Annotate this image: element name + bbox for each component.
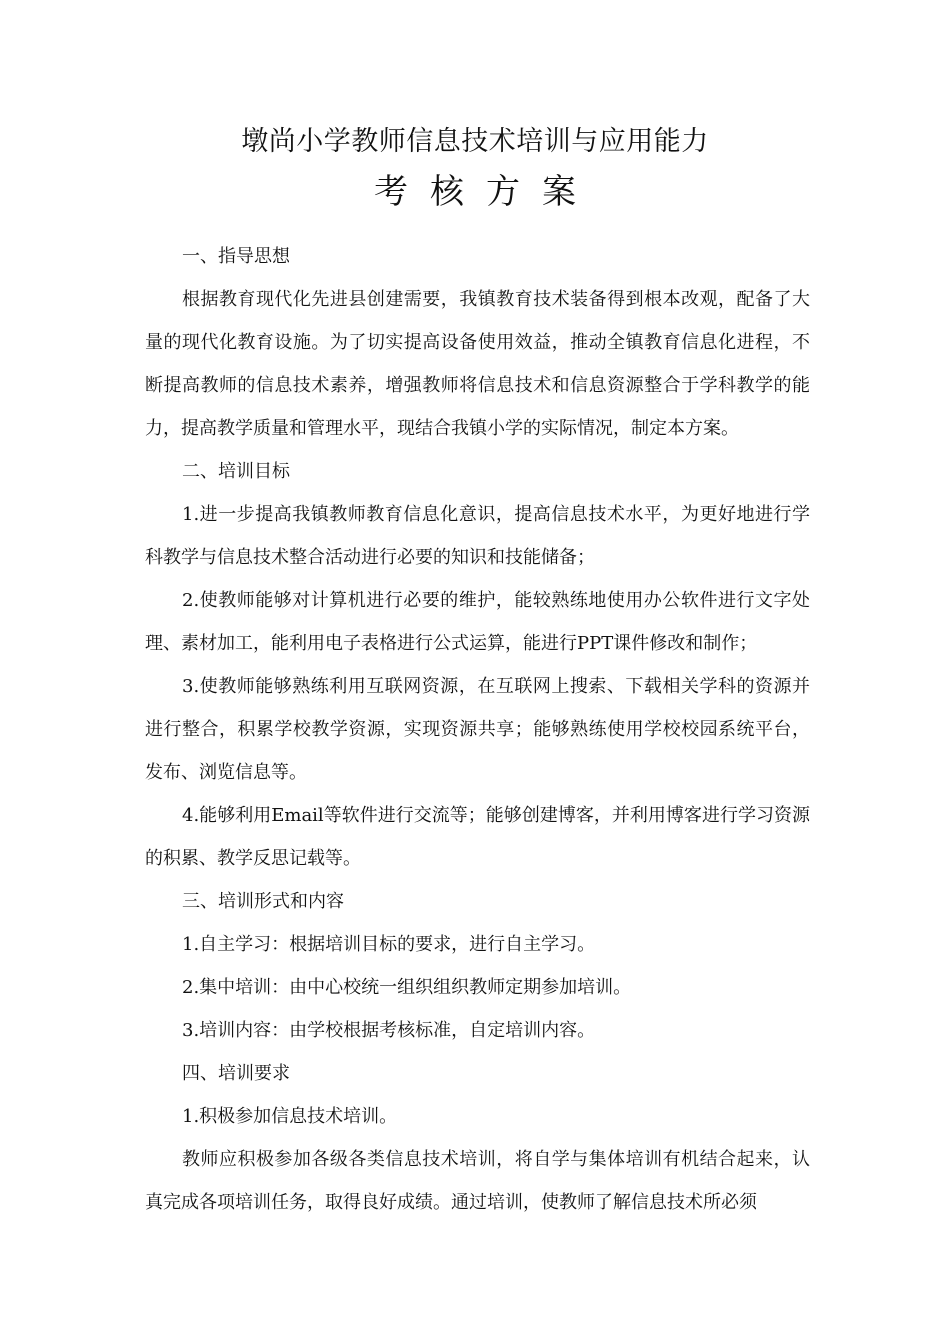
section-heading-training-form: 三、培训形式和内容 (182, 891, 344, 912)
paragraph-goal-1: 1.进一步提高我镇教师教育信息化意识，提高信息技术水平，为更好地进行学科教学与信息技术整合活动进行必要的知识和技能储备； (145, 504, 810, 568)
section-heading-training-goals: 二、培训目标 (182, 461, 290, 482)
document-subtitle: 考核方案 (374, 172, 598, 212)
paragraph-requirement-1: 1.积极参加信息技术培训。 (182, 1106, 398, 1127)
document-body (145, 235, 810, 1224)
section-heading-training-requirements: 四、培训要求 (182, 1063, 290, 1084)
paragraph-goal-2: 2.使教师能够对计算机进行必要的维护，能较熟练地使用办公软件进行文字处理、素材加工，能利用电子表格进行公式运算，能进行PPT课件修改和制作； (145, 590, 810, 654)
section-heading-guiding-ideology: 一、指导思想 (182, 246, 290, 267)
paragraph-guiding-ideology: 根据教育现代化先进县创建需要，我镇教育技术装备得到根本改观，配备了大量的现代化教育设施。为了切实提高设备使用效益，推动全镇教育信息化进程，不断提高教师的信息技术素养，增强教师将信息技术和信息资源整合于学科教学的能力，提高教学质量和管理水平，现结合我镇小学的实际情况，制定本方案。 (145, 289, 810, 439)
paragraph-goal-3: 3.使教师能够熟练利用互联网资源，在互联网上搜索、下载相关学科的资源并进行整合，积累学校教学资源，实现资源共享；能够熟练使用学校校园系统平台，发布、浏览信息等。 (145, 676, 810, 783)
paragraph-goal-4: 4.能够利用Email等软件进行交流等；能够创建博客，并利用博客进行学习资源的积累、教学反思记载等。 (145, 805, 810, 869)
document-title: 墩尚小学教师信息技术培训与应用能力 (241, 126, 709, 157)
paragraph-requirement-1-detail: 教师应积极参加各级各类信息技术培训，将自学与集体培训有机结合起来，认真完成各项培训任务，取得良好成绩。通过培训，使教师了解信息技术所必须 (145, 1149, 810, 1213)
paragraph-form-2: 2.集中培训：由中心校统一组织组织教师定期参加培训。 (182, 977, 632, 998)
paragraph-form-1: 1.自主学习：根据培训目标的要求，进行自主学习。 (182, 934, 596, 955)
paragraph-form-3: 3.培训内容：由学校根据考核标准，自定培训内容。 (182, 1020, 596, 1041)
